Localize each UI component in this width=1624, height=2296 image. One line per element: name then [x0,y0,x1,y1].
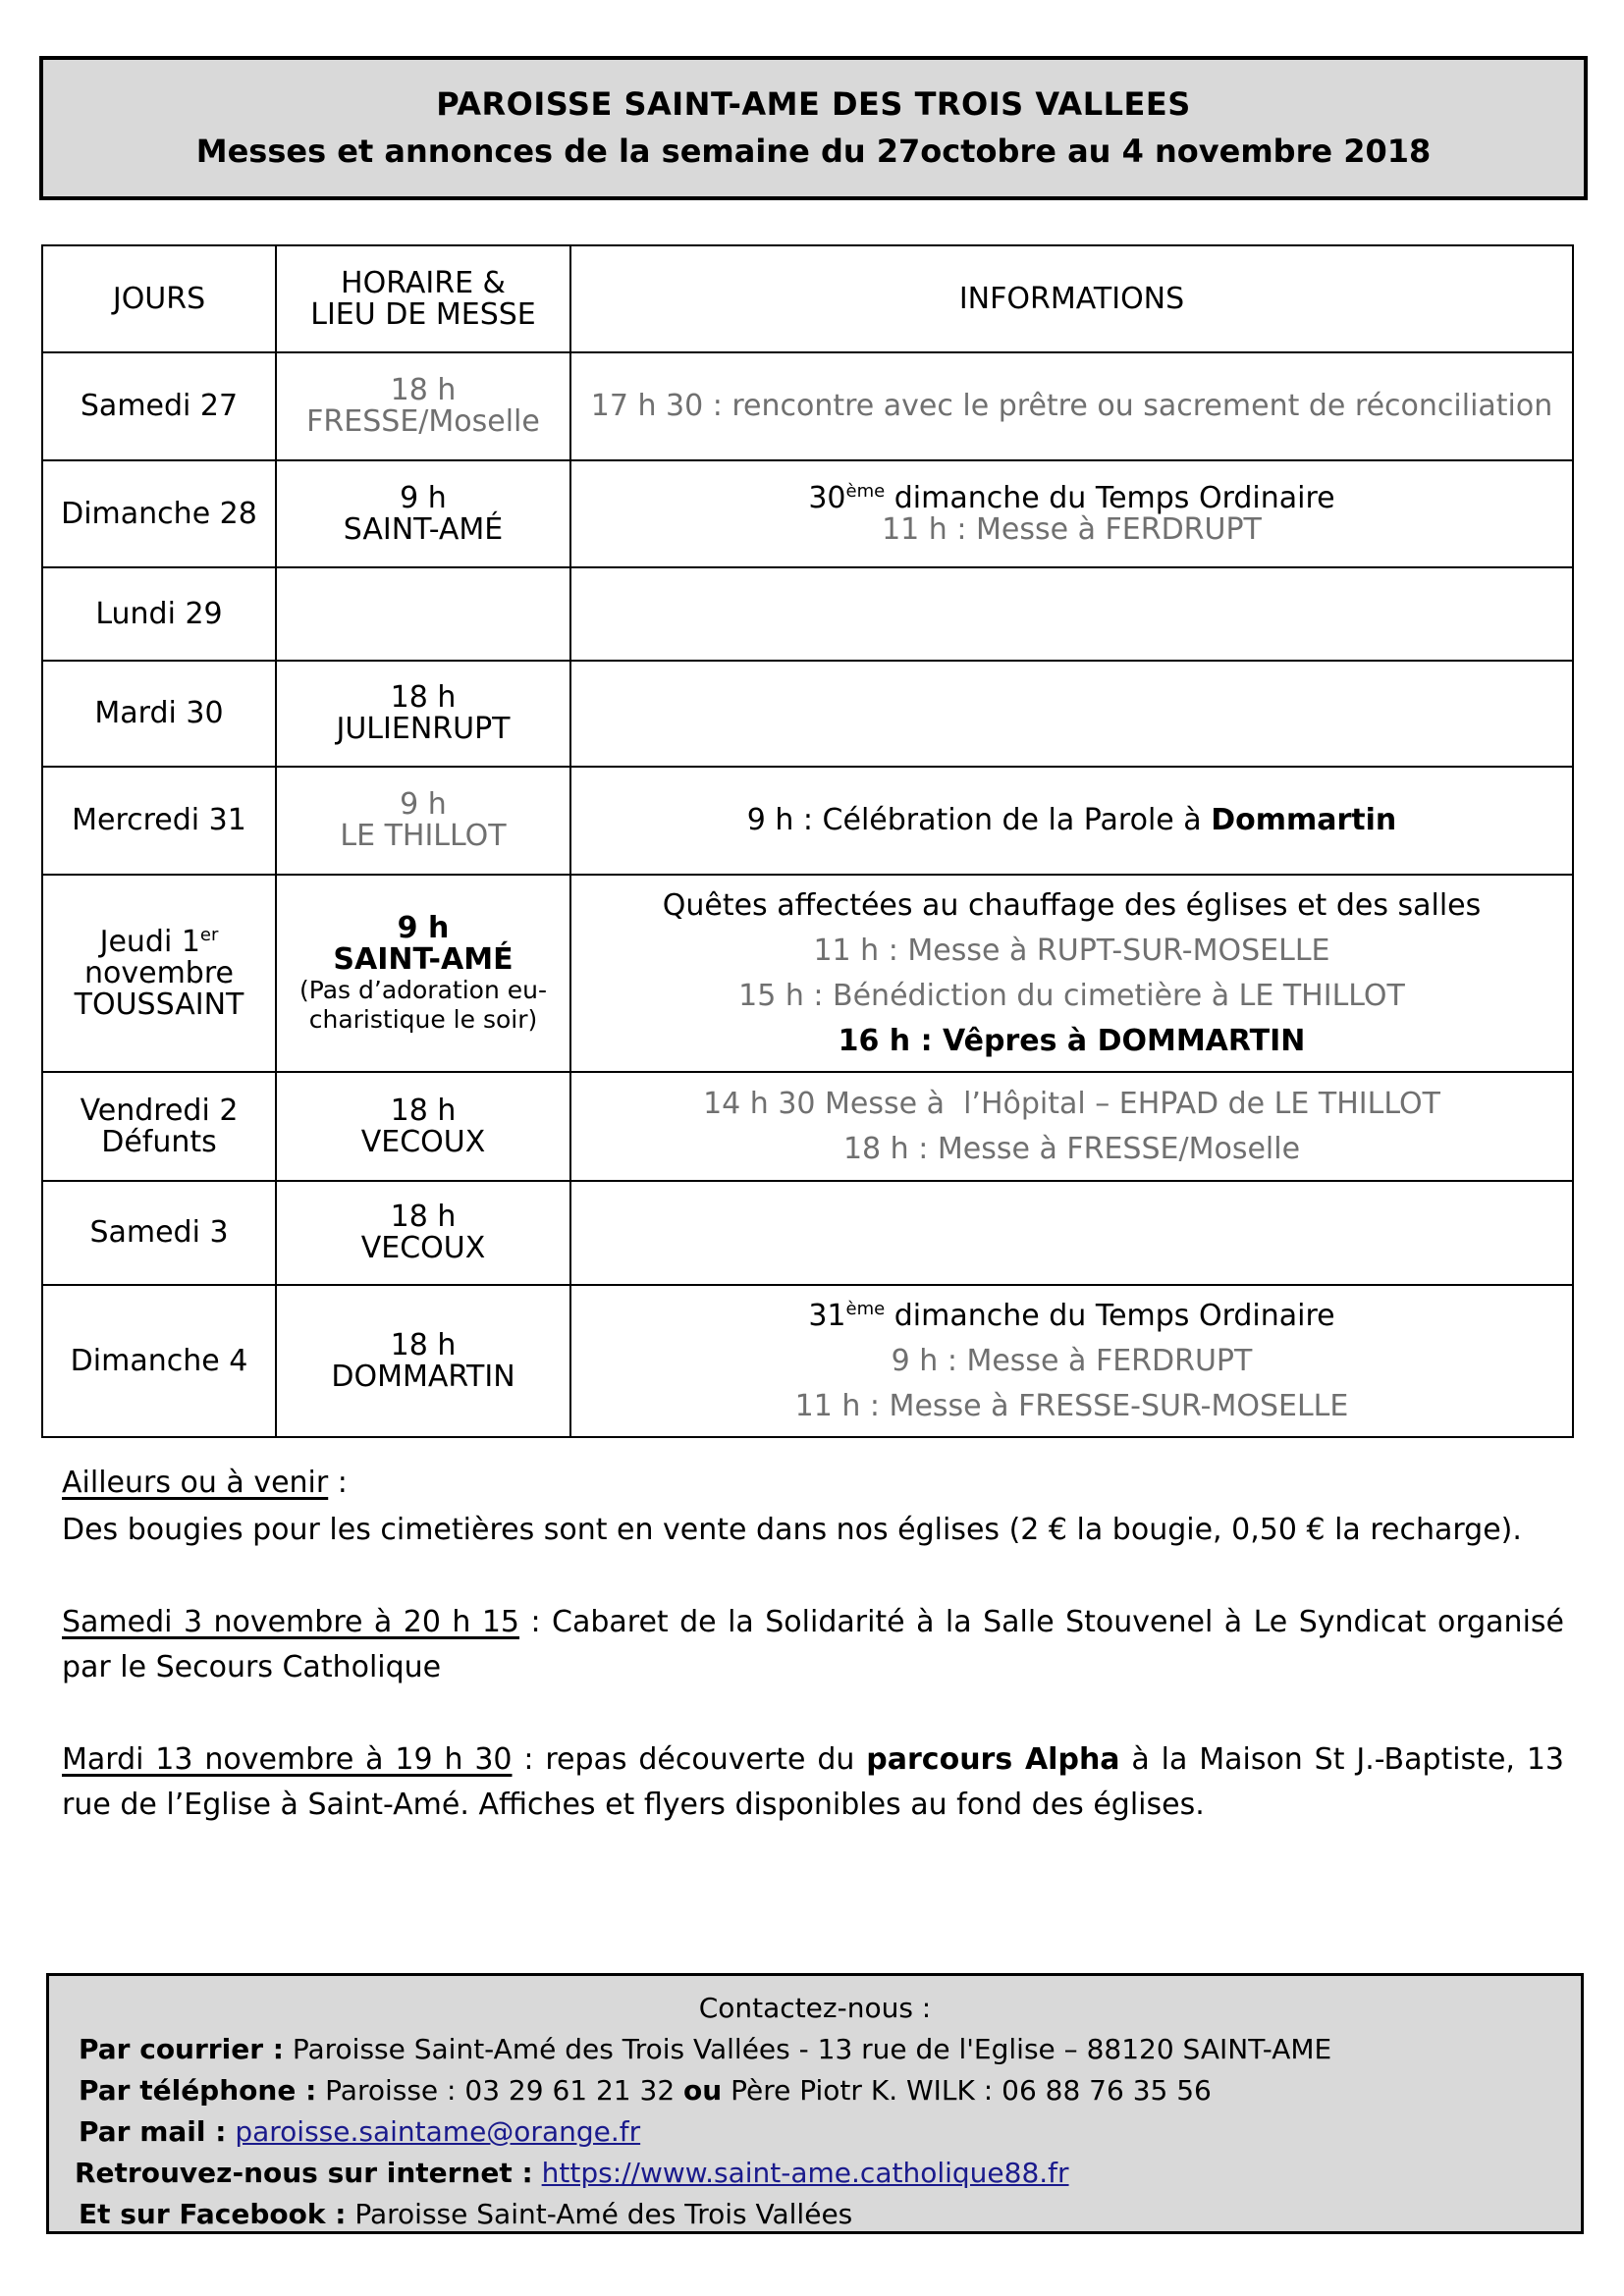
announcement-alpha [62,1737,1564,1828]
mass-cell [276,352,570,460]
info-place: Dommartin [1211,803,1397,837]
mass-cell [276,460,570,567]
table-row [42,875,1573,1072]
page-subtitle: Messes et annonces de la semaine du 27octobre au 4 novembre 2018 [195,133,1432,170]
contact-label: Retrouvez-nous sur internet : [75,2157,533,2189]
day-cell [42,875,276,1072]
contact-value: Paroisse : 03 29 61 21 32 [316,2074,684,2107]
info-line: 15 h : Bénédiction du cimetière à LE THILLOT [738,978,1405,1013]
info-line: 14 h 30 Messe à l’Hôpital – EHPAD de LE THILLOT [703,1086,1440,1121]
mass-note: charistique le soir) [308,1004,538,1034]
day-line [47,924,271,959]
day-name: Jeudi 1 [99,924,200,959]
ordinal-number: 31 [808,1298,846,1333]
info-cell [570,567,1573,661]
info-line: 11 h : Messe à FERDRUPT [882,511,1262,547]
contact-box [46,1973,1584,2234]
info-title [575,480,1568,515]
info-cell [570,1285,1573,1437]
info-text: 9 h : Célébration de la Parole à [746,803,1212,837]
day-cell: Dimanche 4 [42,1285,276,1437]
info-cell [570,875,1573,1072]
contact-mail-row [79,2033,1331,2066]
mass-cell [276,1285,570,1437]
schedule-table [41,244,1574,1438]
ordinal-suffix: ème [845,480,886,502]
mass-time: 18 h [390,1327,457,1362]
announcement-text: : repas découverte du [512,1742,867,1777]
info-line-bold: 16 h : Vêpres à DOMMARTIN [838,1023,1306,1058]
mass-time: 9 h [400,480,447,515]
announcement-cabaret [62,1600,1564,1690]
col-header-horaire-line1: HORAIRE & [341,265,506,300]
mass-place: LE THILLOT [340,819,507,853]
day-cell: Mercredi 31 [42,767,276,875]
page-title: PAROISSE SAINT-AME DES TROIS VALLEES [436,85,1191,123]
info-line: 9 h : Messe à FERDRUPT [891,1343,1253,1378]
mass-cell [276,1181,570,1285]
mass-place: DOMMARTIN [331,1359,515,1394]
day-cell: Mardi 30 [42,661,276,767]
contact-or: ou [683,2074,723,2107]
mass-time: 18 h [390,1093,457,1128]
table-row [42,352,1573,460]
mass-cell [276,1072,570,1181]
info-line: 17 h 30 : rencontre avec le prêtre ou sacrement de réconciliation [590,389,1553,423]
mass-time: 9 h [397,910,450,945]
col-header-horaire [276,245,570,352]
contact-label: Par courrier : [79,2033,284,2065]
day-cell: Lundi 29 [42,567,276,661]
mass-place: VECOUX [360,1124,486,1159]
mass-place: JULIENRUPT [336,712,511,746]
contact-label: Et sur Facebook : [79,2198,347,2230]
announcement-highlight: parcours Alpha [866,1742,1120,1777]
website-link[interactable]: https://www.saint-ame.catholique88.fr [541,2157,1069,2189]
mass-time: 9 h [400,787,447,822]
info-line: 18 h : Messe à FRESSE/Moselle [842,1131,1301,1166]
info-title: Quêtes affectées au chauffage des églises et des salles [662,887,1482,923]
mass-time: 18 h [390,373,457,407]
mass-cell [276,875,570,1072]
col-header-jours: JOURS [42,245,276,352]
day-line: novembre [84,955,234,990]
contact-value: Père Piotr K. WILK : 06 88 76 35 56 [722,2074,1212,2107]
ordinal-number: 30 [808,480,846,515]
table-row [42,1181,1573,1285]
info-cell [570,352,1573,460]
announcement-text: : Cabaret de la Solidarité à la Salle Stouvenel à Le Syndicat organisé par le Secours Catholique [62,1605,1564,1684]
info-cell [570,767,1573,875]
contact-web-row [75,2157,1069,2190]
mass-cell [276,661,570,767]
col-header-informations: INFORMATIONS [570,245,1573,352]
day-line: Défunts [101,1124,217,1159]
announcement-date: Samedi 3 novembre à 20 h 15 [62,1605,520,1639]
contact-label: Par téléphone : [79,2074,317,2107]
mass-place: SAINT-AMÉ [333,941,514,977]
contact-phone-row [79,2074,1212,2108]
day-line: Vendredi 2 [80,1093,239,1128]
table-row [42,767,1573,875]
announcement-date: Mardi 13 novembre à 19 h 30 [62,1742,513,1777]
mass-place: VECOUX [360,1231,486,1265]
mass-time: 18 h [390,1200,457,1234]
mass-cell [276,767,570,875]
mass-note: (Pas d’adoration eu- [299,975,547,1004]
table-row [42,567,1573,661]
table-row [42,1285,1573,1437]
contact-email-row [79,2115,640,2149]
table-row [42,1072,1573,1181]
table-row [42,661,1573,767]
table-row [42,460,1573,567]
info-title-text: dimanche du Temps Ordinaire [885,1298,1335,1333]
contact-value: Paroisse Saint-Amé des Trois Vallées [346,2198,853,2230]
contact-label: Par mail : [79,2115,227,2148]
day-suffix: er [199,924,219,945]
day-cell: Dimanche 28 [42,460,276,567]
col-header-horaire-line2: LIEU DE MESSE [310,296,536,332]
announcement-text: à la Maison St J.-Baptiste, 13 rue de l’Eglise à Saint-Amé. Affiches et flyers disponibles au fond des églises. [62,1742,1565,1822]
info-cell [570,460,1573,567]
mass-time: 18 h [390,680,457,715]
info-title-text: dimanche du Temps Ordinaire [885,480,1335,515]
info-line: 11 h : Messe à RUPT-SUR-MOSELLE [813,933,1330,968]
info-title [575,1294,1568,1339]
announcement-candles: Des bougies pour les cimetières sont en vente dans nos églises (2 € la bougie, 0,50 € la recharge). [62,1513,1522,1547]
ordinal-suffix: ème [845,1298,886,1319]
day-cell: Samedi 3 [42,1181,276,1285]
email-link[interactable]: paroisse.saintame@orange.fr [235,2115,641,2148]
contact-facebook-row [79,2198,852,2231]
table-header-row [42,245,1573,352]
contact-value: Paroisse Saint-Amé des Trois Vallées - 13 rue de l'Eglise – 88120 SAINT-AME [283,2033,1332,2065]
heading-colon: : [328,1466,348,1500]
mass-place: FRESSE/Moselle [306,404,540,439]
announcements-heading [62,1461,1564,1506]
header-box [39,56,1588,200]
day-line: TOUSSAINT [74,987,244,1022]
day-cell [42,1072,276,1181]
mass-cell [276,567,570,661]
info-line: 11 h : Messe à FRESSE-SUR-MOSELLE [794,1388,1349,1423]
info-cell [570,1181,1573,1285]
section-heading: Ailleurs ou à venir [62,1466,329,1500]
info-cell [570,661,1573,767]
day-cell: Samedi 27 [42,352,276,460]
mass-place: SAINT-AMÉ [343,511,504,547]
contact-title: Contactez-nous : [698,1992,932,2024]
info-cell [570,1072,1573,1181]
